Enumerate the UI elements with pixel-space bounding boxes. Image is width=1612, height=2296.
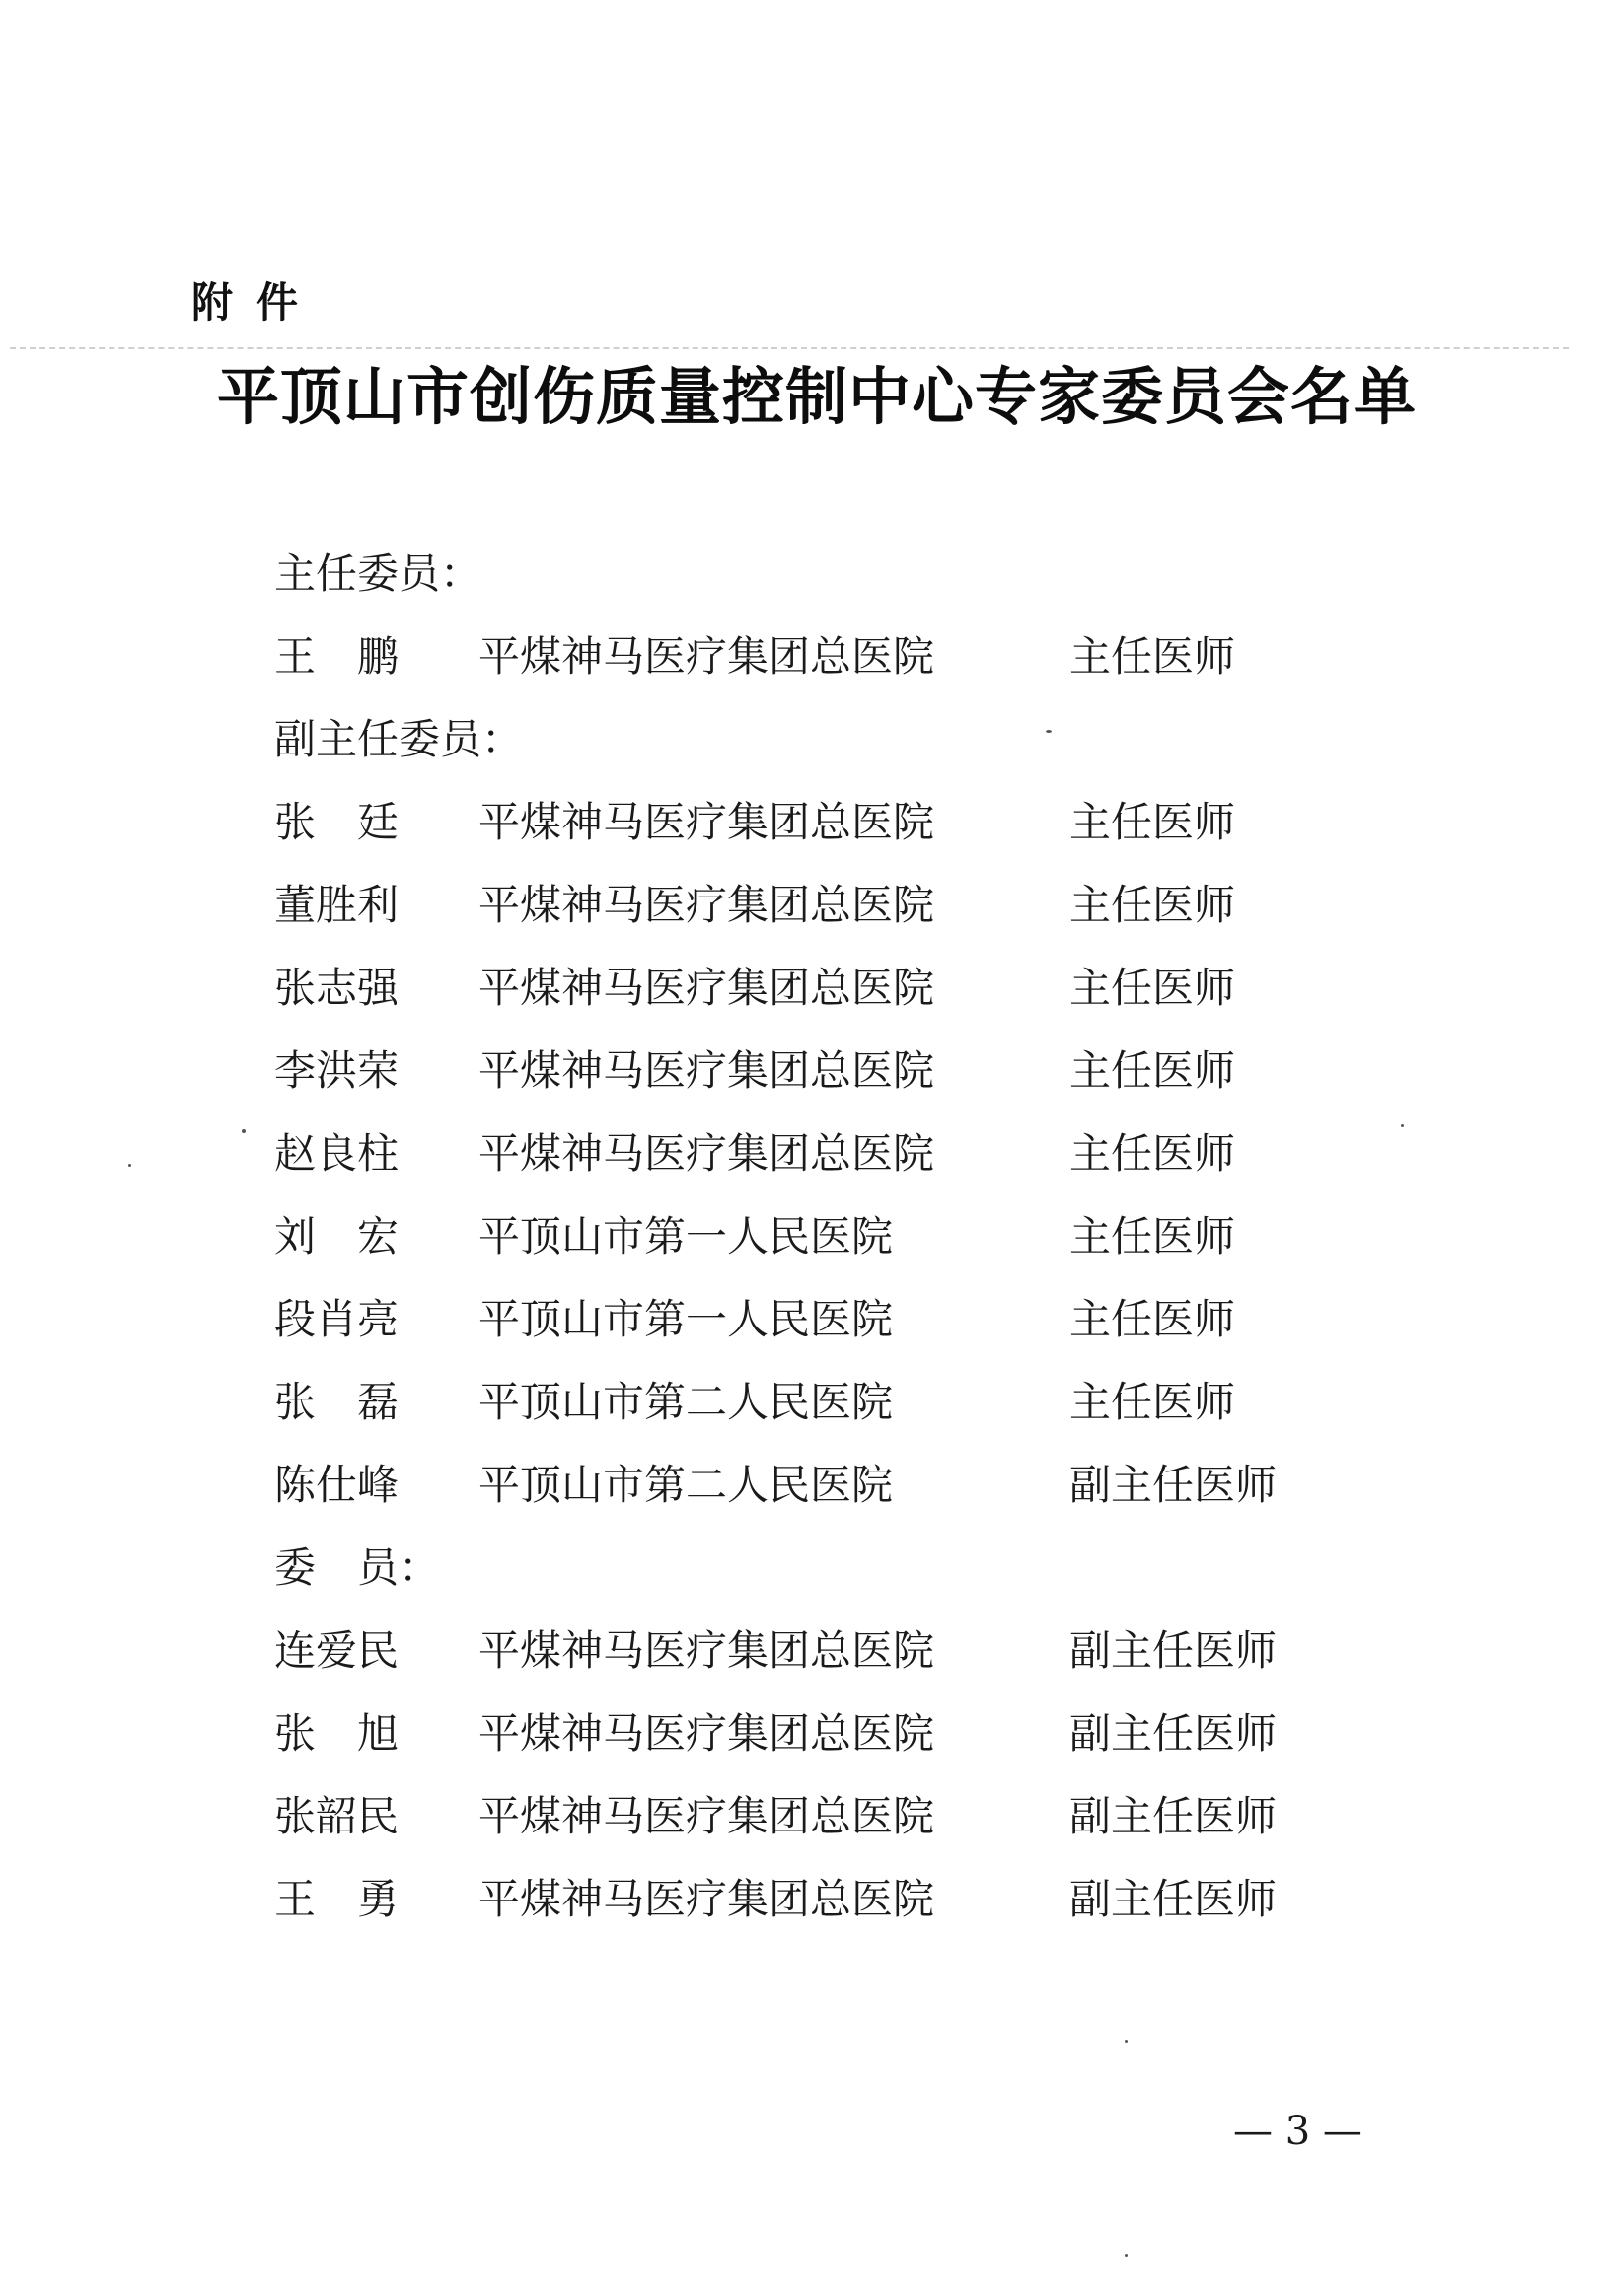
member-hospital: 平煤神马医疗集团总医院 bbox=[478, 881, 935, 929]
scan-speck bbox=[1401, 1124, 1404, 1127]
member-hospital: 平煤神马医疗集团总医院 bbox=[478, 1129, 935, 1178]
page-number: — 3 — bbox=[1233, 2109, 1362, 2154]
member-row bbox=[274, 1444, 1409, 1527]
member-title: 副主任医师 bbox=[1069, 1875, 1278, 1923]
member-name: 连爱民 bbox=[274, 1626, 400, 1675]
committee-roster bbox=[274, 533, 1409, 1941]
scan-speck bbox=[1046, 730, 1052, 733]
scan-speck bbox=[1125, 2040, 1128, 2043]
member-name: 张韶民 bbox=[274, 1792, 400, 1840]
member-row bbox=[274, 615, 1409, 698]
member-hospital: 平煤神马医疗集团总医院 bbox=[478, 632, 935, 681]
member-hospital: 平煤神马医疗集团总医院 bbox=[478, 1792, 935, 1840]
member-title: 副主任医师 bbox=[1069, 1461, 1278, 1509]
member-title: 主任医师 bbox=[1069, 1378, 1236, 1426]
member-row bbox=[274, 864, 1409, 947]
member-row bbox=[274, 1610, 1409, 1692]
member-row bbox=[274, 947, 1409, 1030]
member-hospital: 平煤神马医疗集团总医院 bbox=[478, 798, 935, 846]
member-title: 主任医师 bbox=[1069, 798, 1236, 846]
member-title: 主任医师 bbox=[1069, 632, 1236, 681]
member-name: 张 磊 bbox=[274, 1378, 400, 1426]
attachment-label: 附件 bbox=[191, 278, 323, 326]
member-row bbox=[274, 1030, 1409, 1112]
member-name: 王 勇 bbox=[274, 1875, 400, 1923]
member-title: 副主任医师 bbox=[1069, 1709, 1278, 1758]
member-title: 主任医师 bbox=[1069, 1212, 1236, 1260]
member-hospital: 平顶山市第二人民医院 bbox=[478, 1461, 894, 1509]
member-row bbox=[274, 1195, 1409, 1278]
member-row bbox=[274, 1361, 1409, 1444]
member-row bbox=[274, 1775, 1409, 1858]
member-title: 主任医师 bbox=[1069, 1129, 1236, 1178]
member-hospital: 平煤神马医疗集团总医院 bbox=[478, 1626, 935, 1675]
member-row bbox=[274, 1278, 1409, 1361]
member-title: 主任医师 bbox=[1069, 964, 1236, 1012]
section-heading-vice-chair: 副主任委员： bbox=[274, 715, 524, 763]
section-heading-members: 委 员： bbox=[274, 1543, 441, 1592]
member-hospital: 平顶山市第一人民医院 bbox=[478, 1295, 894, 1343]
member-name: 刘 宏 bbox=[274, 1212, 400, 1260]
member-name: 张 旭 bbox=[274, 1709, 400, 1758]
section-heading-chair: 主任委员： bbox=[274, 549, 482, 598]
member-hospital: 平煤神马医疗集团总医院 bbox=[478, 1709, 935, 1758]
member-hospital: 平顶山市第一人民医院 bbox=[478, 1212, 894, 1260]
member-name: 王 鹏 bbox=[274, 632, 400, 681]
member-title: 副主任医师 bbox=[1069, 1792, 1278, 1840]
member-title: 主任医师 bbox=[1069, 1046, 1236, 1095]
member-name: 陈仕峰 bbox=[274, 1461, 400, 1509]
document-title: 平顶山市创伤质量控制中心专家委员会名单 bbox=[217, 360, 1417, 433]
member-hospital: 平煤神马医疗集团总医院 bbox=[478, 1875, 935, 1923]
scan-speck bbox=[1125, 2254, 1128, 2257]
member-name: 李洪荣 bbox=[274, 1046, 400, 1095]
member-row bbox=[274, 781, 1409, 864]
member-name: 董胜利 bbox=[274, 881, 400, 929]
scan-speck bbox=[242, 1129, 246, 1133]
member-title: 主任医师 bbox=[1069, 881, 1236, 929]
member-name: 张 廷 bbox=[274, 798, 400, 846]
member-row bbox=[274, 1692, 1409, 1775]
member-row bbox=[274, 1858, 1409, 1941]
member-hospital: 平顶山市第二人民医院 bbox=[478, 1378, 894, 1426]
member-name: 赵良柱 bbox=[274, 1129, 400, 1178]
member-hospital: 平煤神马医疗集团总医院 bbox=[478, 964, 935, 1012]
member-title: 主任医师 bbox=[1069, 1295, 1236, 1343]
member-name: 张志强 bbox=[274, 964, 400, 1012]
member-hospital: 平煤神马医疗集团总医院 bbox=[478, 1046, 935, 1095]
member-row bbox=[274, 1112, 1409, 1195]
scan-speck bbox=[128, 1164, 131, 1167]
member-title: 副主任医师 bbox=[1069, 1626, 1278, 1675]
member-name: 段肖亮 bbox=[274, 1295, 400, 1343]
